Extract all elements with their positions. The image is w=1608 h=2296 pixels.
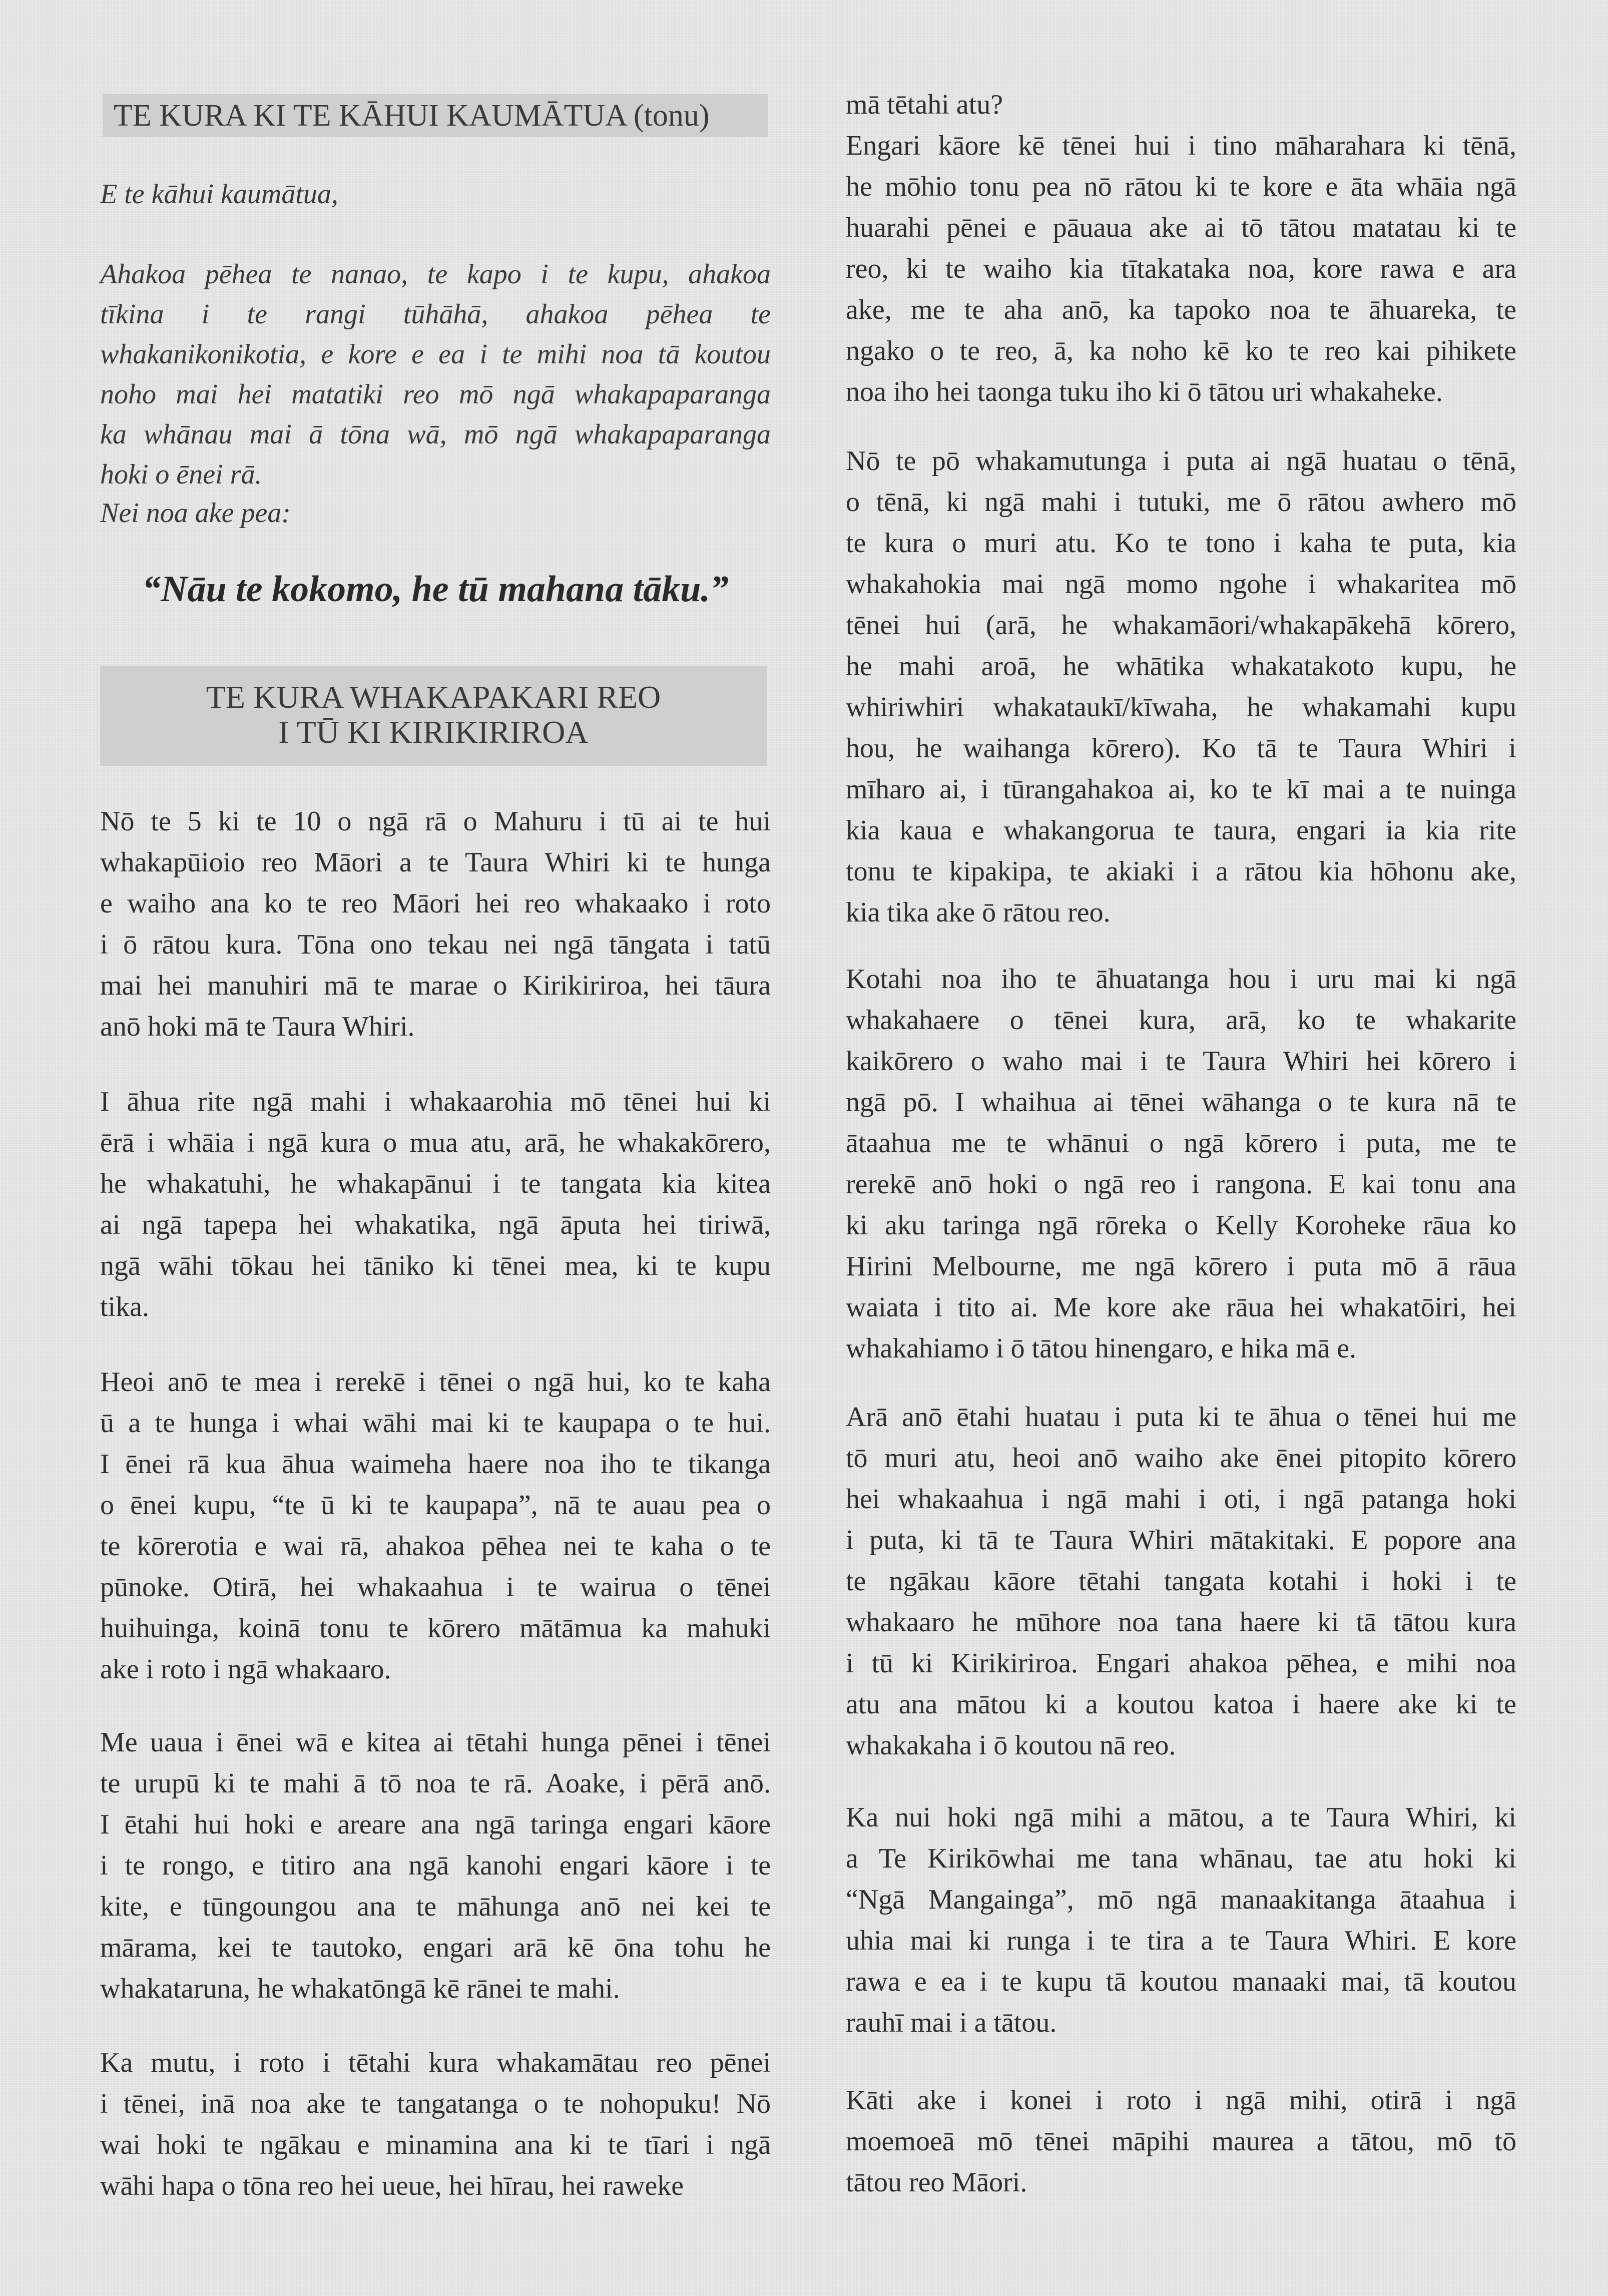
text-line: te urupū ki te mahi ā tō noa te rā. Aoake, i pērā anō.	[100, 1768, 771, 1799]
text-line: kia kaua e whakangorua te taura, engari ia kia rite	[846, 815, 1516, 846]
text-line: Kāti ake i konei i roto i ngā mihi, otirā i ngā	[846, 2085, 1516, 2116]
text-line: mai hei manuhiri mā te marae o Kirikiriroa, hei tāura	[100, 970, 771, 1001]
text-line: te kura o muri atu. Ko te tono i kaha te puta, kia	[846, 528, 1516, 559]
text-line: i tū ki Kirikiriroa. Engari ahakoa pēhea, e mihi noa	[846, 1648, 1516, 1679]
text-line: I āhua rite ngā mahi i whakaarohia mō tēnei hui ki	[100, 1086, 771, 1117]
text-line: ake, me te aha anō, ka tapoko noa te āhuareka, te	[846, 294, 1516, 325]
text-line: whakapūioio reo Māori a te Taura Whiri ki te hunga	[100, 847, 771, 878]
text-line: ngako o te reo, ā, ka noho kē ko te reo kai pihikete	[846, 335, 1516, 366]
right-paragraph	[846, 84, 1516, 412]
text-line: mārama, kei te tautoko, engari arā kē ōna tohu he	[100, 1932, 771, 1963]
text-line: mā tētahi atu?	[846, 89, 1003, 120]
text-line: Kotahi noa iho te āhuatanga hou i uru mai ki ngā	[846, 964, 1516, 995]
text-line: whiriwhiri whakataukī/kīwaha, he whakamahi kupu	[846, 692, 1516, 723]
text-line: tonu te kipakipa, te akiaki i a rātou kia hōhonu ake,	[846, 856, 1516, 887]
text-line: Arā anō ētahi huatau i puta ki te āhua o tēnei hui me	[846, 1402, 1516, 1433]
text-line: tō muri atu, heoi anō waiho ake ēnei pitopito kōrero	[846, 1443, 1516, 1474]
text-line: uhia mai ki runga i te tira a te Taura Whiri. E kore	[846, 1925, 1516, 1956]
text-line: Engari kāore kē tēnei hui i tino māharahara ki tēnā,	[846, 130, 1516, 161]
text-line: wāhi hapa o tōna reo hei ueue, hei hīrau, hei raweke	[100, 2170, 684, 2201]
text-line: hou, he waihanga kōrero). Ko tā te Taura Whiri i	[846, 733, 1516, 764]
text-line: rauhī mai i a tātou.	[846, 2007, 1057, 2038]
text-line: rerekē anō hoki o ngā reo i rangona. E kai tonu ana	[846, 1169, 1516, 1200]
intro-line: tīkina i te rangi tūhāhā, ahakoa pēhea te	[100, 299, 771, 330]
text-line: Nō te pō whakamutunga i puta ai ngā huatau o tēnā,	[846, 445, 1516, 477]
right-paragraph	[846, 440, 1516, 933]
text-line: whakahiamo i ō tātou hinengaro, e hika mā e.	[846, 1333, 1357, 1364]
text-line: hei whakaahua i ngā mahi i oti, i ngā patanga hoki	[846, 1484, 1516, 1515]
text-line: ātaahua me te whānui o ngā kōrero i puta, me te	[846, 1128, 1516, 1159]
section-heading-kura	[100, 666, 767, 766]
text-line: noa iho hei taonga tuku iho ki ō tātou uri whakaheke.	[846, 376, 1443, 407]
right-paragraph	[846, 2080, 1516, 2203]
greeting: E te kāhui kaumātua,	[100, 179, 338, 210]
text-line: I ēnei rā kua āhua waimeha haere noa iho te tikanga	[100, 1449, 771, 1480]
text-line: Hirini Melbourne, me ngā kōrero i puta mō ā rāua	[846, 1251, 1516, 1282]
text-line: ake i roto i ngā whakaaro.	[100, 1654, 391, 1685]
text-line: I ētahi hui hoki e areare ana ngā taringa engari kāore	[100, 1809, 771, 1840]
text-line: he mahi aroā, he whātika whakatakoto kupu, he	[846, 651, 1516, 682]
text-line: ngā pō. I whaihua ai tēnei wāhanga o te kura nā te	[846, 1087, 1516, 1118]
text-line: i ō rātou kura. Tōna ono tekau nei ngā tāngata i tatū	[100, 929, 771, 960]
text-line: Nō te 5 ki te 10 o ngā rā o Mahuru i tū ai te hui	[100, 806, 771, 837]
left-paragraph	[100, 801, 771, 1047]
text-line: Ka nui hoki ngā mihi a mātou, a te Taura Whiri, ki	[846, 1802, 1516, 1833]
text-line: i te rongo, e titiro ana ngā kanohi engari kāore i te	[100, 1850, 771, 1881]
text-line: ērā i whāia i ngā kura o mua atu, arā, he whakakōrero,	[100, 1127, 771, 1158]
text-line: pūnoke. Otirā, hei whakaahua i te wairua o tēnei	[100, 1572, 771, 1603]
right-paragraph	[846, 1397, 1516, 1766]
intro-line: noho mai hei matatiki reo mō ngā whakapaparanga	[100, 379, 771, 410]
text-line: he whakatuhi, he whakapānui i te tangata kia kitea	[100, 1168, 771, 1199]
text-line: whakakaha i ō koutou nā reo.	[846, 1730, 1176, 1761]
intro-line: ka whānau mai ā tōna wā, mō ngā whakapaparanga	[100, 419, 771, 450]
text-line: te kōrerotia e wai rā, ahakoa pēhea nei te kaha o te	[100, 1531, 771, 1562]
text-line: Me uaua i ēnei wā e kitea ai tētahi hunga pēnei i tēnei	[100, 1727, 771, 1758]
text-line: he mōhio tonu pea nō rātou ki te kore e āta whāia ngā	[846, 171, 1516, 202]
text-line: ki aku taringa ngā rōreka o Kelly Koroheke rāua ko	[846, 1210, 1516, 1241]
text-line: reo, ki te waiho kia tītakataka noa, kore rawa e ara	[846, 253, 1516, 284]
text-line: kite, e tūngoungou ana te māhunga anō nei kei te	[100, 1891, 771, 1922]
text-line: anō hoki mā te Taura Whiri.	[100, 1011, 415, 1042]
intro-line: whakanikonikotia, e kore e ea i te mihi noa tā koutou	[100, 339, 771, 370]
text-line: ngā wāhi tōkau hei tāniko ki tēnei mea, ki te kupu	[100, 1250, 771, 1281]
text-line: ū a te hunga i whai wāhi mai ki te kaupapa o te hui.	[100, 1408, 771, 1439]
intro-line: Ahakoa pēhea te nanao, te kapo i te kupu, ahakoa	[100, 259, 771, 290]
left-paragraph	[100, 1081, 771, 1327]
text-line: a Te Kirikōwhai me tana whānau, tae atu hoki ki	[846, 1843, 1516, 1874]
text-line: moemoeā mō tēnei māpihi maurea a tātou, mō tō	[846, 2126, 1516, 2157]
intro-paragraph	[100, 254, 771, 495]
text-line: o ēnei kupu, “te ū ki te kaupapa”, nā te auau pea o	[100, 1490, 771, 1521]
section-heading-kaumatua: TE KURA KI TE KĀHUI KAUMĀTUA (tonu)	[103, 94, 768, 137]
text-line: mīharo ai, i tūrangahakoa ai, ko te kī mai a te nuinga	[846, 774, 1516, 805]
text-line: Ka mutu, i roto i tētahi kura whakamātau reo pēnei	[100, 2047, 771, 2078]
text-line: whakahaere o tēnei kura, arā, ko te whakarite	[846, 1005, 1516, 1036]
text-line: huihuinga, koinā tonu te kōrero mātāmua ka mahuki	[100, 1613, 771, 1644]
heading2-line1: TE KURA WHAKAPAKARI REO	[206, 679, 661, 715]
intro-line: hoki o ēnei rā.	[100, 459, 262, 490]
text-line: atu ana mātou ki a koutou katoa i haere ake ki te	[846, 1689, 1516, 1720]
text-line: Heoi anō te mea i rerekē i tēnei o ngā hui, ko te kaha	[100, 1366, 771, 1398]
text-line: waiata i tito ai. Me kore ake rāua hei whakatōiri, hei	[846, 1292, 1516, 1323]
text-line: whakataruna, he whakatōngā kē rānei te mahi.	[100, 1973, 620, 2004]
text-line: e waiho ana ko te reo Māori hei reo whakaako i roto	[100, 888, 771, 919]
left-paragraph	[100, 2042, 771, 2206]
nei-noa-line: Nei noa ake pea:	[100, 498, 291, 529]
text-line: kaikōrero o waho mai i te Taura Whiri hei kōrero i	[846, 1046, 1516, 1077]
text-line: ai ngā tapepa hei whakatika, ngā āputa hei tiriwā,	[100, 1209, 771, 1240]
proverb-quote: “Nāu te kokomo, he tū mahana tāku.”	[142, 569, 729, 610]
text-line: whakaaro he mūhore noa tana haere ki tā tātou kura	[846, 1607, 1516, 1638]
text-line: tika.	[100, 1291, 149, 1322]
text-line: kia tika ake ō rātou reo.	[846, 897, 1111, 928]
left-paragraph	[100, 1361, 771, 1690]
heading2-line2: I TŪ KI KIRIKIRIROA	[278, 714, 589, 750]
text-line: rawa e ea i te kupu tā koutou manaaki mai, tā koutou	[846, 1966, 1516, 1997]
text-line: wai hoki te ngākau e minamina ana ki te tīari i ngā	[100, 2129, 771, 2160]
text-line: huarahi pēnei e pāuaua ake ai tō tātou matatau ki te	[846, 212, 1516, 243]
right-paragraph	[846, 1797, 1516, 2043]
text-line: tātou reo Māori.	[846, 2167, 1027, 2198]
text-line: i puta, ki tā te Taura Whiri mātakitaki. E popore ana	[846, 1525, 1516, 1556]
text-line: tēnei hui (arā, he whakamāori/whakapākehā kōrero,	[846, 610, 1516, 641]
text-line: i tēnei, inā noa ake te tangatanga o te nohopuku! Nō	[100, 2088, 771, 2119]
text-line: o tēnā, ki ngā mahi i tutuki, me ō rātou awhero mō	[846, 487, 1516, 518]
right-paragraph	[846, 959, 1516, 1369]
left-paragraph	[100, 1722, 771, 2009]
text-line: whakahokia mai ngā momo ngohe i whakaritea mō	[846, 569, 1516, 600]
text-line: te ngākau kāore tētahi tangata kotahi i hoki i te	[846, 1566, 1516, 1597]
text-line: “Ngā Mangainga”, mō ngā manaakitanga ātaahua i	[846, 1884, 1516, 1915]
